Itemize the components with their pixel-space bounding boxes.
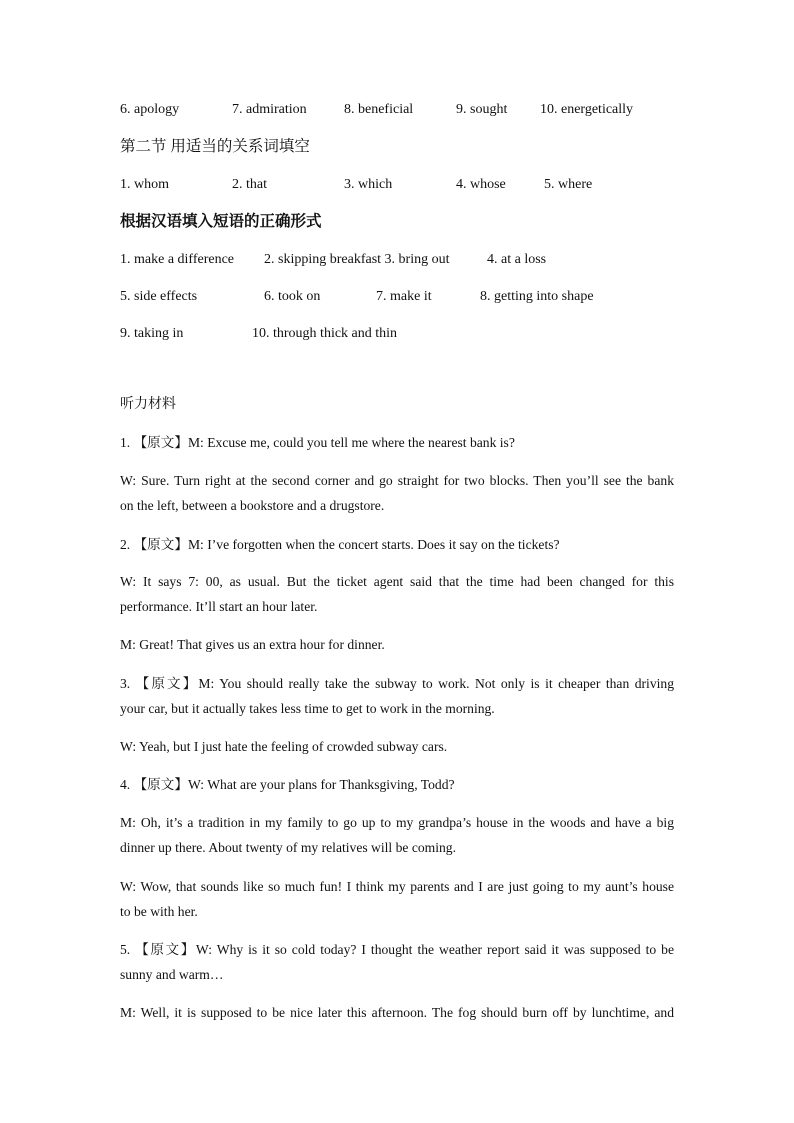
- answer-item: 3. which: [344, 177, 393, 192]
- dialogue-paragraph: [120, 810, 674, 860]
- dialogue-line: performance. It’ll start an hour later.: [120, 599, 318, 614]
- dialogue-paragraph: [120, 671, 674, 721]
- section-2-title: 第二节 用适当的关系词填空: [120, 138, 310, 155]
- listening-title: 听力材料: [120, 397, 176, 412]
- dialogue-line: 1. 【原文】M: Excuse me, could you tell me where the nearest bank is?: [120, 435, 515, 450]
- dialogue-line: W: Sure. Turn right at the second corner and go straight for two blocks. Then you’ll see the bank: [120, 473, 674, 488]
- phrase-item: 8. getting into shape: [480, 289, 594, 304]
- answer-item: 5. where: [544, 177, 593, 192]
- phrase-item: 1. make a difference: [120, 252, 235, 267]
- phrase-item: 9. taking in: [120, 326, 184, 341]
- phrase-item: 10. through thick and thin: [252, 326, 398, 341]
- phrase-item: 7. make it: [376, 289, 432, 304]
- dialogue-line: M: Great! That gives us an extra hour for dinner.: [120, 637, 385, 652]
- dialogue-paragraph: [120, 468, 674, 518]
- phrase-item: 2. skipping breakfast 3. bring out: [264, 252, 450, 267]
- dialogue-paragraph: [120, 569, 674, 619]
- answer-item: 4. whose: [456, 177, 506, 192]
- dialogue-line: 3. 【原文】M: You should really take the subway to work. Not only is it cheaper than driving: [120, 676, 674, 691]
- dialogue-line: W: Yeah, but I just hate the feeling of crowded subway cars.: [120, 739, 448, 754]
- dialogue-line: dinner up there. About twenty of my relatives will be coming.: [120, 840, 456, 855]
- answer-item: 2. that: [232, 177, 267, 192]
- dialogue-paragraph: [120, 937, 674, 987]
- dialogue-paragraph: [120, 772, 674, 797]
- dialogue-line: to be with her.: [120, 904, 198, 919]
- section-3-title: 根据汉语填入短语的正确形式: [120, 213, 322, 230]
- answer-item: 6. apology: [120, 102, 180, 117]
- dialogue-paragraph: [120, 532, 674, 557]
- dialogue-line: W: It says 7: 00, as usual. But the ticket agent said that the time had been changed for this: [120, 574, 674, 589]
- answer-item: 10. energetically: [540, 102, 634, 117]
- phrase-item: 6. took on: [264, 289, 321, 304]
- dialogue-paragraph: [120, 1000, 674, 1025]
- dialogue-paragraph: [120, 874, 674, 924]
- dialogue-paragraph: [120, 632, 674, 657]
- dialogue-line: your car, but it actually takes less time to get to work in the morning.: [120, 701, 495, 716]
- phrase-item: 5. side effects: [120, 289, 198, 304]
- dialogue-line: 5. 【原文】W: Why is it so cold today? I thought the weather report said it was supposed to be: [120, 942, 674, 957]
- dialogue-line: W: Wow, that sounds like so much fun! I think my parents and I are just going to my aunt’s house: [120, 879, 674, 894]
- dialogue-line: M: Oh, it’s a tradition in my family to go up to my grandpa’s house in the woods and have a big: [120, 815, 674, 830]
- answer-item: 9. sought: [456, 102, 508, 117]
- dialogue-paragraph: [120, 430, 674, 455]
- dialogue-line: 4. 【原文】W: What are your plans for Thanksgiving, Todd?: [120, 777, 455, 792]
- answer-item: 8. beneficial: [344, 102, 414, 117]
- answer-item: 7. admiration: [232, 102, 307, 117]
- dialogue-paragraph: [120, 734, 674, 759]
- dialogue-line: M: Well, it is supposed to be nice later this afternoon. The fog should burn off by lunchtime, and: [120, 1005, 674, 1020]
- dialogue-line: on the left, between a bookstore and a drugstore.: [120, 498, 385, 513]
- phrase-item: 4. at a loss: [487, 252, 547, 267]
- dialogue-line: sunny and warm…: [120, 967, 224, 982]
- dialogue-line: 2. 【原文】M: I’ve forgotten when the concert starts. Does it say on the tickets?: [120, 537, 560, 552]
- answer-item: 1. whom: [120, 177, 169, 192]
